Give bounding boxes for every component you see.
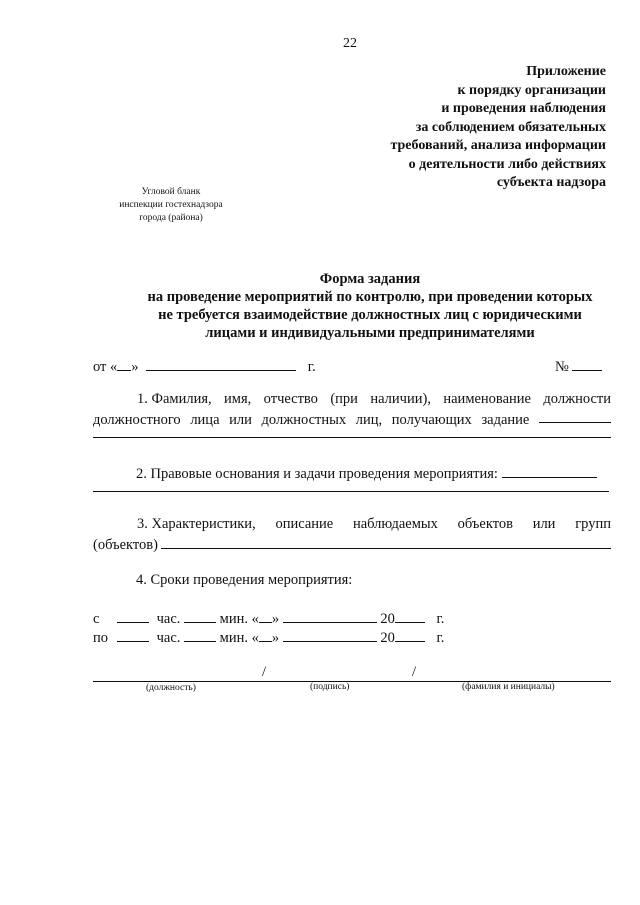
item-1-word: 1. Фамилия,: [137, 391, 212, 407]
legal-basis-field-continuation[interactable]: [93, 491, 609, 492]
corner-stamp-line: Угловой бланк: [141, 187, 201, 197]
appendix-header: [306, 63, 606, 193]
date-line: [93, 358, 316, 376]
schedule-start-row: [93, 610, 444, 628]
recipient-field-continuation[interactable]: [93, 437, 611, 438]
year-suffix: г.: [436, 611, 445, 627]
end-day-field[interactable]: [259, 629, 272, 642]
page-number: 22: [343, 36, 357, 51]
item-1-word: должностного: [93, 412, 181, 428]
minutes-label: мин. «: [219, 611, 259, 627]
item-3-line-2: [93, 535, 611, 556]
date-from-label: от «: [93, 359, 118, 375]
close-quote: »: [271, 611, 280, 627]
hours-label: час.: [156, 611, 181, 627]
start-year-field[interactable]: [395, 610, 425, 623]
item-1-word: (при: [330, 391, 358, 407]
signature-separator: /: [412, 664, 417, 680]
form-title-line: Форма задания: [319, 271, 421, 287]
century-label: 20: [380, 630, 395, 646]
item-3-word: 3. Характеристики,: [137, 516, 256, 532]
end-minutes-field[interactable]: [184, 629, 216, 642]
date-close-quote: »: [131, 359, 139, 375]
full-name-label: (фамилия и инициалы): [462, 682, 555, 692]
schedule-prefix: с: [93, 611, 100, 627]
end-month-field[interactable]: [283, 629, 377, 642]
appendix-line: Приложение: [526, 64, 606, 79]
year-suffix: г.: [436, 630, 445, 646]
item-1-word: имя,: [224, 391, 252, 407]
corner-stamp-line: инспекции гостехнадзора: [119, 200, 223, 210]
item-3-word: групп: [575, 516, 611, 532]
item-1-word: получающих: [391, 412, 472, 428]
appendix-line: о деятельности либо действиях: [408, 156, 606, 172]
item-1-word: наименование: [443, 391, 531, 407]
item-1-line-1: [93, 389, 611, 410]
item-3-word: описание: [275, 516, 334, 532]
number-sign: №: [555, 359, 569, 375]
item-1: [93, 389, 611, 431]
start-day-field[interactable]: [259, 610, 272, 623]
form-title-line: на проведение мероприятий по контролю, при проведении которых: [147, 289, 593, 305]
appendix-line: субъекта надзора: [496, 175, 606, 190]
start-month-field[interactable]: [283, 610, 377, 623]
objects-field[interactable]: [161, 535, 611, 549]
appendix-line: и проведения наблюдения: [441, 101, 606, 116]
item-2-text: 2. Правовые основания и задачи проведения мероприятия:: [136, 466, 498, 482]
start-minutes-field[interactable]: [184, 610, 216, 623]
schedule-prefix: по: [93, 630, 109, 646]
end-year-field[interactable]: [395, 629, 425, 642]
month-field[interactable]: [146, 358, 296, 371]
end-hours-field[interactable]: [117, 629, 149, 642]
item-1-word: лиц,: [355, 412, 383, 428]
start-hours-field[interactable]: [117, 610, 149, 623]
item-1-word: лица: [190, 412, 220, 428]
signature-separator: /: [262, 664, 267, 680]
minutes-label: мин. «: [219, 630, 259, 646]
day-field[interactable]: [117, 358, 131, 371]
year-suffix: г.: [307, 359, 316, 375]
item-3: [93, 514, 611, 556]
item-1-word: задание: [481, 412, 530, 428]
item-3-word: или: [532, 516, 556, 532]
item-1-word: или: [229, 412, 252, 428]
hours-label: час.: [156, 630, 181, 646]
item-1-word: отчество: [263, 391, 318, 407]
item-1-word: наличии),: [370, 391, 431, 407]
item-1-word: должности: [543, 391, 611, 407]
schedule-end-row: [93, 629, 444, 647]
signature-label: (подпись): [310, 682, 350, 692]
number-field[interactable]: [572, 358, 602, 371]
item-3-word: объектов: [457, 516, 513, 532]
item-3-objects-label: (объектов): [93, 537, 158, 553]
recipient-field[interactable]: [539, 410, 611, 423]
appendix-line: требований, анализа информации: [390, 138, 606, 153]
position-label: (должность): [146, 683, 196, 693]
item-3-word: наблюдаемых: [352, 516, 438, 532]
document-number: [555, 358, 602, 376]
legal-basis-field[interactable]: [502, 465, 597, 478]
item-1-word: должностных: [261, 412, 347, 428]
appendix-line: к порядку организации: [457, 82, 606, 98]
form-title-line: не требуется взаимодействие должностных лиц с юридическими: [158, 307, 582, 323]
form-title-line: лицами и индивидуальными предпринимателями: [205, 325, 535, 341]
century-label: 20: [380, 611, 395, 627]
item-3-line-1: [93, 514, 611, 535]
form-title: [40, 270, 640, 342]
item-1-line-2: [93, 410, 611, 431]
corner-stamp-line: города (района): [139, 213, 203, 223]
appendix-line: за соблюдением обязательных: [415, 119, 606, 135]
item-4: 4. Сроки проведения мероприятия:: [136, 572, 353, 588]
item-2: [136, 465, 597, 483]
corner-stamp: [96, 186, 246, 225]
close-quote: »: [271, 630, 280, 646]
